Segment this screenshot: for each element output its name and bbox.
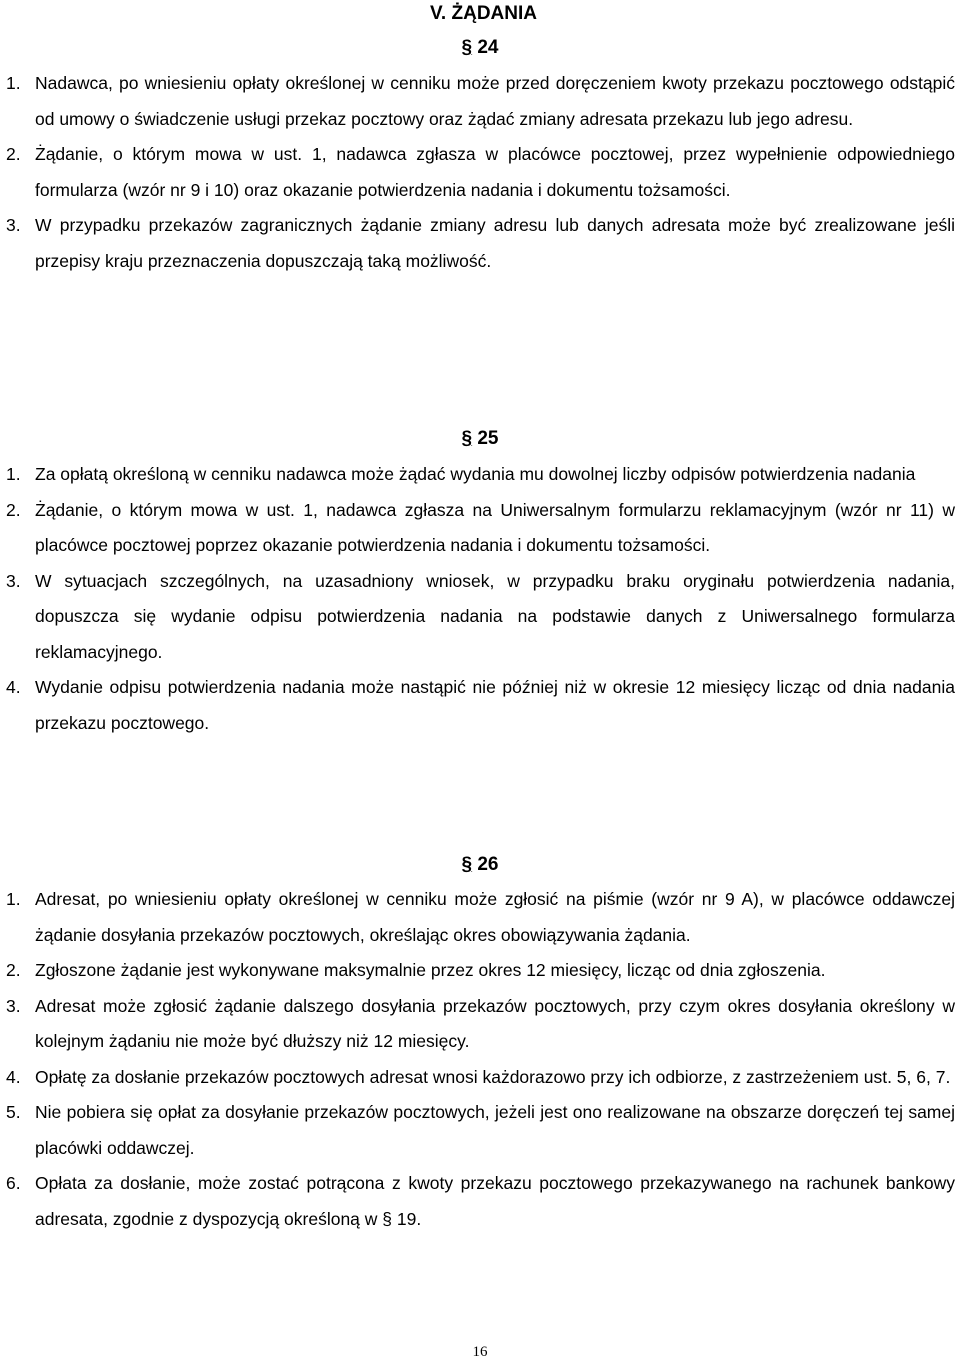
item-text: Zgłoszone żądanie jest wykonywane maksymalnie przez okres 12 miesięcy, licząc od dnia zgłoszenia. <box>35 960 826 980</box>
item-number: 3. <box>6 570 21 591</box>
paragraph-sign: § <box>461 854 473 875</box>
list-item <box>0 66 955 137</box>
list-item <box>0 208 955 279</box>
list-item <box>0 457 955 493</box>
page-number: 16 <box>472 1344 488 1360</box>
item-number: 6. <box>6 1173 21 1193</box>
list-item <box>0 953 955 989</box>
section-26-list <box>0 882 955 1237</box>
paragraph-sign: § <box>461 37 473 58</box>
item-text: Wydanie odpisu potwierdzenia nadania może nastąpić nie później niż w okresie 12 miesięcy licząc od dnia nadania przekazu pocztowego. <box>35 677 955 733</box>
item-number: 2. <box>6 144 21 164</box>
list-item <box>0 1095 955 1166</box>
item-text: W przypadku przekazów zagranicznych żądanie zmiany adresu lub danych adresata może być zrealizowane jeśli przepisy kraju przeznaczenia dopuszczają taką możliwość. <box>35 215 955 271</box>
item-text: Żądanie, o którym mowa w ust. 1, nadawca zgłasza na Uniwersalnym formularzu reklamacyjnym (wzór nr 11) w placówce pocztowej poprzez okazanie potwierdzenia nadania i dokumentu tożsamości. <box>35 499 955 555</box>
item-text: Opłatę za dosłanie przekazów pocztowych adresat wnosi każdorazowo przy ich odbiorze, z zastrzeżeniem ust. 5, 6, 7. <box>35 1066 951 1087</box>
section-25-list <box>0 457 955 741</box>
item-number: 1. <box>6 464 21 484</box>
item-text: Za opłatą określoną w cenniku nadawca może żądać wydania mu dowolnej liczby odpisów potwierdzenia nadania <box>35 464 916 484</box>
list-item <box>0 670 955 741</box>
section-number: 24 <box>477 37 499 58</box>
section-heading-25 <box>0 427 960 451</box>
item-number: 4. <box>6 1066 21 1087</box>
item-number: 1. <box>6 73 21 93</box>
section-number: 25 <box>477 428 499 449</box>
item-text: Opłata za dosłanie, może zostać potrącona z kwoty przekazu pocztowego przekazywanego na rachunek bankowy adresata, zgodnie z dyspozycją określoną w § 19. <box>35 1173 955 1229</box>
list-item <box>0 493 955 564</box>
section-number: 26 <box>477 854 499 875</box>
item-text: W sytuacjach szczególnych, na uzasadniony wniosek, w przypadku braku oryginału potwierdzenia nadania, dopuszcza się wydanie odpisu potwierdzenia nadania na podstawie danych z Uniwersalnego formularza reklamacyjnego. <box>35 570 955 662</box>
list-item <box>0 882 955 953</box>
item-text: Żądanie, o którym mowa w ust. 1, nadawca zgłasza w placówce pocztowej, przez wypełnienie odpowiedniego formularza (wzór nr 9 i 10) oraz okazanie potwierdzenia nadania i dokumentu tożsamości. <box>35 144 955 200</box>
chapter-title: V. ŻĄDANIA <box>430 3 537 24</box>
list-item <box>0 564 955 671</box>
item-text: Nadawca, po wniesieniu opłaty określonej w cenniku może przed doręczeniem kwoty przekazu pocztowego odstąpić od umowy o świadczenie usługi przekaz pocztowy oraz żądać zmiany adresata przekazu lub jego adresu. <box>35 73 955 129</box>
item-number: 1. <box>6 889 21 909</box>
section-heading-24 <box>0 36 960 60</box>
item-number: 3. <box>6 995 21 1016</box>
item-text: Adresat może zgłosić żądanie dalszego dosyłania przekazów pocztowych, przy czym okres dosyłania określony w kolejnym żądaniu nie może być dłuższy niż 12 miesięcy. <box>35 995 955 1051</box>
list-item <box>0 1060 955 1096</box>
item-text: Nie pobiera się opłat za dosyłanie przekazów pocztowych, jeżeli jest ono realizowane na obszarze doręczeń tej samej placówki oddawczej. <box>35 1102 955 1158</box>
paragraph-sign: § <box>461 428 473 449</box>
item-number: 5. <box>6 1102 21 1122</box>
section-heading-26 <box>0 853 960 877</box>
item-number: 2. <box>6 960 21 980</box>
list-item <box>0 989 955 1060</box>
item-number: 2. <box>6 499 21 520</box>
list-item <box>0 1166 955 1237</box>
item-text: Adresat, po wniesieniu opłaty określonej w cenniku może zgłosić na piśmie (wzór nr 9 A), w placówce oddawczej żądanie dosyłania przekazów pocztowych, określając okres obowiązywania żądania. <box>35 889 955 945</box>
list-item <box>0 137 955 208</box>
item-number: 4. <box>6 677 21 697</box>
item-number: 3. <box>6 215 21 235</box>
section-24-list <box>0 66 955 279</box>
